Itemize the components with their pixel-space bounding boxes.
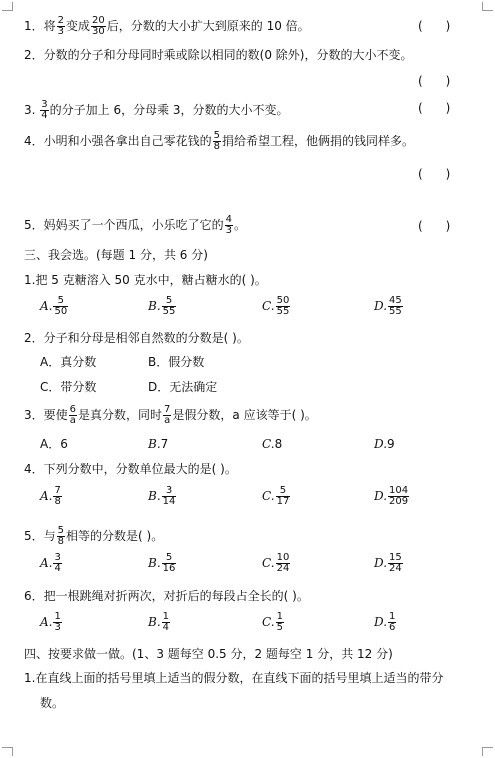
question-text: 3．要使 — [24, 408, 68, 422]
option-a[interactable] — [40, 553, 63, 574]
crop-mark-bottom-right — [482, 747, 493, 756]
section-4-question-1-continued: 数。 — [40, 696, 65, 710]
option-label: A. — [40, 489, 53, 503]
numerator: 5 — [276, 486, 291, 497]
fraction — [163, 405, 171, 426]
option-c[interactable] — [262, 437, 282, 451]
option-c[interactable] — [262, 612, 285, 633]
numerator: 3 — [54, 552, 61, 563]
numerator: 5 — [162, 553, 177, 564]
option-value: 9 — [387, 437, 395, 451]
choice-question-1: 1.把 5 克糖溶入 50 克水中，糖占糖水的( )。 — [24, 273, 267, 287]
option-b[interactable]: B．假分数 — [148, 355, 205, 369]
fraction — [388, 296, 403, 317]
numerator: 20 — [92, 15, 105, 26]
option-d[interactable]: D．无法确定 — [148, 380, 218, 394]
question-text: 是假分数，a 应该等于( )。 — [172, 408, 317, 422]
choice-question-2: 2．分子和分母是相邻自然数的分数是( )。 — [24, 331, 249, 345]
answer-blank-5[interactable]: ( ) — [418, 219, 451, 233]
denominator: 55 — [276, 306, 290, 317]
denominator: 17 — [276, 496, 290, 507]
answer-blank-1[interactable]: ( ) — [418, 19, 451, 33]
judge-question-1 — [24, 16, 310, 37]
denominator: a — [69, 415, 76, 426]
fraction — [213, 131, 221, 152]
numerator: 1 — [54, 611, 61, 622]
numerator: 50 — [276, 295, 290, 306]
fraction — [57, 16, 65, 37]
option-label: B. — [148, 489, 161, 503]
option-label: A. — [40, 556, 53, 570]
crop-mark-top-left — [2, 2, 13, 11]
fraction — [276, 553, 291, 574]
option-label: D. — [374, 299, 388, 313]
numerator: 15 — [389, 552, 402, 563]
question-number: 2． — [24, 48, 44, 62]
option-label: A. — [40, 299, 53, 313]
question-text: 。 — [234, 218, 247, 232]
option-label: C. — [262, 489, 275, 503]
fraction — [388, 612, 396, 633]
option-b[interactable] — [148, 612, 171, 633]
option-d[interactable] — [374, 486, 410, 507]
fraction — [53, 486, 61, 507]
numerator: 5 — [53, 296, 68, 307]
option-label: D. — [374, 437, 388, 451]
denominator: 55 — [162, 306, 176, 317]
option-d[interactable] — [374, 553, 404, 574]
denominator: 14 — [162, 496, 176, 507]
denominator: 3 — [225, 225, 233, 236]
numerator: 5 — [57, 525, 65, 536]
denominator: 30 — [92, 26, 105, 37]
option-label: A. — [40, 615, 53, 629]
question-text: 的分子加上 6，分母乘 3，分数的大小不变。 — [49, 103, 289, 117]
option-c[interactable]: C．带分数 — [40, 380, 97, 394]
fraction — [69, 405, 77, 426]
option-b[interactable] — [148, 486, 177, 507]
crop-mark-top-right — [482, 2, 493, 11]
denominator: 4 — [41, 110, 48, 121]
fraction — [40, 100, 48, 121]
numerator: 6 — [69, 404, 77, 415]
option-label: B. — [148, 299, 161, 313]
choice-question-3 — [24, 405, 317, 426]
option-label: D. — [374, 556, 388, 570]
fraction — [388, 486, 409, 507]
judge-question-5 — [24, 215, 246, 236]
section-4-title: 四、按要求做一做。(1、3 题每空 0.5 分，2 题每空 1 分，共 12 分) — [24, 647, 393, 661]
option-c[interactable] — [262, 553, 291, 574]
question-text: 是真分数，同时 — [78, 408, 163, 422]
section-3-title: 三、我会选。(每题 1 分，共 6 分) — [24, 248, 208, 262]
option-c[interactable] — [262, 296, 291, 317]
numerator: 104 — [389, 485, 409, 496]
section-4-question-1: 1.在直线上面的括号里填上适当的假分数，在直线下面的括号里填上适当的带分 — [24, 671, 444, 685]
fraction — [276, 486, 291, 507]
option-c[interactable] — [262, 486, 291, 507]
option-a[interactable] — [40, 437, 68, 451]
question-text: 捐给希望工程，他俩捐的钱同样多。 — [222, 134, 415, 148]
numerator: 1 — [162, 611, 170, 622]
question-text: 妈妈买了一个西瓜，小乐吃了它的 — [43, 218, 224, 232]
fraction — [388, 553, 403, 574]
question-text: 后，分数的大小扩大到原来的 10 倍。 — [106, 19, 310, 33]
fraction — [276, 296, 291, 317]
numerator: 3 — [162, 486, 177, 497]
option-label: C. — [262, 556, 275, 570]
option-value: 7 — [160, 437, 169, 451]
answer-blank-4[interactable]: ( ) — [418, 167, 451, 181]
fraction — [162, 612, 170, 633]
option-value: 6 — [60, 437, 68, 451]
option-label: A． — [40, 437, 61, 451]
option-d[interactable] — [374, 612, 397, 633]
denominator: 8 — [213, 141, 221, 152]
option-label: B. — [148, 556, 161, 570]
option-d[interactable] — [374, 296, 404, 317]
fraction — [91, 16, 106, 37]
option-a[interactable] — [40, 296, 69, 317]
fraction — [276, 612, 284, 633]
denominator: 4 — [54, 563, 61, 574]
numerator: 7 — [54, 485, 61, 496]
fraction — [225, 215, 233, 236]
option-label: C. — [262, 437, 275, 451]
question-text: 分数的分子和分母同时乘或除以相同的数(0 除外)，分数的大小不变。 — [43, 48, 413, 62]
choice-question-4: 4．下列分数中，分数单位最大的是( )。 — [24, 462, 237, 476]
option-b[interactable] — [148, 437, 168, 451]
numerator: 5 — [162, 296, 177, 307]
numerator: 4 — [225, 214, 233, 225]
question-text: 小明和小强各拿出自己零花钱的 — [43, 134, 212, 148]
denominator: 6 — [389, 622, 396, 633]
fraction — [53, 553, 61, 574]
answer-blank-2[interactable]: ( ) — [418, 74, 451, 88]
option-value: 8 — [274, 437, 283, 451]
fraction — [53, 612, 61, 633]
question-number: 3. — [24, 103, 40, 117]
denominator: 8 — [57, 536, 65, 547]
option-b[interactable] — [148, 553, 177, 574]
numerator: 45 — [389, 295, 402, 306]
denominator: 16 — [162, 563, 176, 574]
question-text: 5．与 — [24, 529, 56, 543]
question-text: 将 — [43, 19, 56, 33]
answer-blank-3[interactable]: ( ) — [418, 101, 451, 115]
option-label: C. — [262, 299, 275, 313]
option-label: B. — [148, 615, 161, 629]
denominator: 24 — [389, 563, 402, 574]
denominator: 50 — [54, 306, 68, 317]
option-b[interactable] — [148, 296, 177, 317]
denominator: 3 — [57, 26, 65, 37]
option-label: D. — [374, 489, 388, 503]
crop-mark-bottom-left — [2, 747, 13, 756]
option-a[interactable] — [40, 486, 63, 507]
choice-question-6: 6．把一根跳绳对折两次，对折后的每段占全长的( )。 — [24, 589, 309, 603]
denominator: 3 — [54, 622, 61, 633]
option-label: C. — [262, 615, 275, 629]
numerator: 2 — [57, 15, 65, 26]
denominator: a — [164, 415, 171, 426]
fraction — [162, 553, 177, 574]
judge-question-3 — [24, 100, 289, 121]
denominator: 55 — [389, 306, 402, 317]
fraction — [57, 526, 65, 547]
option-label: B. — [148, 437, 161, 451]
numerator: 10 — [276, 552, 290, 563]
numerator: 1 — [276, 611, 283, 622]
option-a[interactable]: A．真分数 — [40, 355, 97, 369]
numerator: 7 — [164, 404, 171, 415]
judge-question-4 — [24, 131, 414, 152]
question-number: 4． — [24, 134, 44, 148]
option-d[interactable] — [374, 437, 395, 451]
question-number: 1． — [24, 19, 44, 33]
denominator: 24 — [276, 563, 290, 574]
denominator: 8 — [54, 496, 61, 507]
question-number: 5． — [24, 218, 44, 232]
question-text: 相等的分数是( )。 — [66, 529, 164, 543]
numerator: 3 — [41, 99, 48, 110]
fraction — [162, 486, 177, 507]
denominator: 4 — [162, 622, 170, 633]
choice-question-5 — [24, 526, 163, 547]
option-a[interactable] — [40, 612, 63, 633]
denominator: 209 — [389, 496, 409, 507]
judge-question-2 — [24, 48, 412, 62]
fraction — [162, 296, 177, 317]
denominator: 5 — [276, 622, 283, 633]
numerator: 5 — [213, 130, 221, 141]
option-label: D. — [374, 615, 388, 629]
fraction — [53, 296, 68, 317]
numerator: 1 — [389, 611, 396, 622]
question-text: 变成 — [66, 19, 91, 33]
